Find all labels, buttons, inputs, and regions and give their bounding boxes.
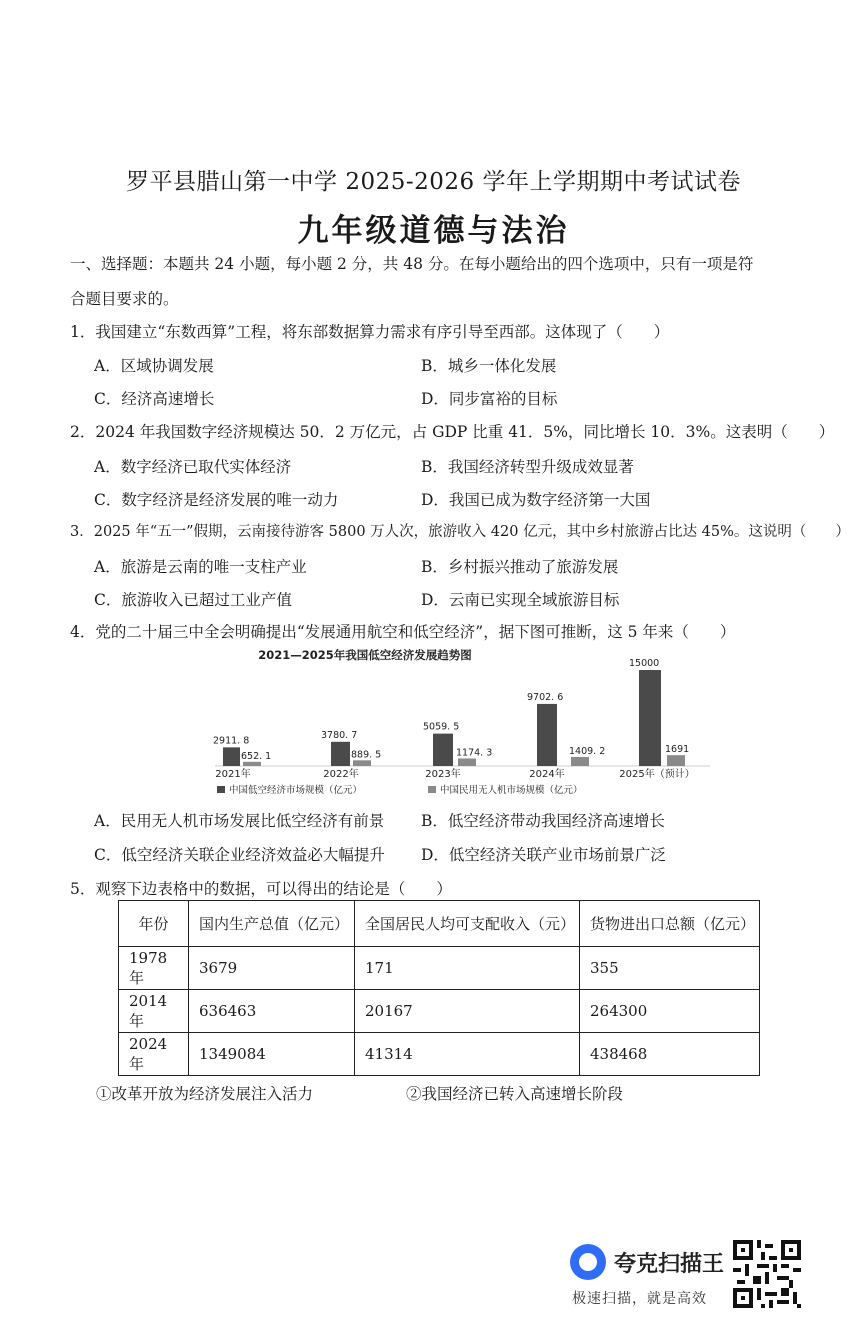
- statement-2: ②我国经济已转入高速增长阶段: [406, 1085, 624, 1103]
- chart-bar-drone-4: [571, 757, 589, 766]
- scanner-slogan: 极速扫描，就是高效: [572, 1291, 707, 1307]
- chart-category-label: 2022年: [323, 769, 359, 780]
- question-1-stem: 1．我国建立“东数西算”工程，将东部数据算力需求有序引导至西部。这体现了（ ）: [70, 323, 670, 341]
- question-5-stem: 5．观察下边表格中的数据，可以得出的结论是（ ）: [70, 880, 452, 898]
- section-instructions-line2: 合题目要求的。: [70, 290, 179, 308]
- question-4-option-a: A．民用无人机市场发展比低空经济有前景: [94, 812, 385, 830]
- question-4-stem: 4．党的二十届三中全会明确提出“发展通用航空和低空经济”，据下图可推断，这 5 年来（ ）: [70, 623, 736, 641]
- chart-data-label: 9702. 6: [527, 691, 564, 703]
- table-cell: 2014 年: [119, 990, 189, 1033]
- school-exam-title: 罗平县腊山第一中学 2025-2026 学年上学期期中考试试卷: [126, 169, 741, 195]
- table-row: [119, 947, 760, 990]
- table-cell: 264300: [580, 990, 760, 1033]
- chart-bar-drone-2: [353, 760, 371, 766]
- table-cell: 171: [355, 947, 580, 990]
- question-1-option-a: A．区域协调发展: [94, 357, 214, 375]
- chart-bar-low-altitude-4: [537, 704, 557, 766]
- chart-bar-drone-5: [667, 755, 685, 766]
- question-2-stem: 2．2024 年我国数字经济规模达 50．2 万亿元，占 GDP 比重 41．5%，同比增长 10．3%。这表明（ ）: [70, 423, 835, 441]
- low-altitude-economy-chart: [205, 642, 725, 802]
- chart-bar-low-altitude-3: [433, 734, 453, 766]
- chart-bar-low-altitude-5: [639, 670, 661, 766]
- question-2-option-b: B．我国经济转型升级成效显著: [421, 458, 634, 476]
- economic-data-table: [118, 900, 760, 1076]
- legend-label-drone: 中国民用无人机市场规模（亿元）: [440, 785, 583, 796]
- chart-category-label: 2024年: [529, 769, 565, 780]
- chart-data-label: 1409. 2: [569, 745, 606, 757]
- table-header-cell: 国内生产总值（亿元）: [189, 901, 355, 947]
- chart-data-label: 1174. 3: [456, 747, 493, 759]
- chart-category-label: 2023年: [425, 769, 461, 780]
- question-1-option-d: D．同步富裕的目标: [421, 390, 558, 408]
- table-header-row: [119, 901, 760, 947]
- chart-bar-drone-3: [458, 758, 476, 766]
- question-2-option-a: A．数字经济已取代实体经济: [94, 458, 292, 476]
- table-row: [119, 990, 760, 1033]
- chart-data-label: 889. 5: [351, 749, 382, 761]
- question-4-option-d: D．低空经济关联产业市场前景广泛: [421, 846, 666, 864]
- table-cell: 41314: [355, 1033, 580, 1076]
- scanner-logo-icon: [570, 1244, 606, 1280]
- question-4-option-c: C．低空经济关联企业经济效益必大幅提升: [94, 846, 385, 864]
- question-3-stem: 3．2025 年“五一”假期，云南接待游客 5800 万人次，旅游收入 420 亿元，其中乡村旅游占比达 45%。这说明（ ）: [70, 524, 850, 540]
- chart-bar-low-altitude-1: [223, 747, 240, 766]
- scanner-app-logo: [570, 1244, 724, 1280]
- chart-data-label: 3780. 7: [321, 729, 358, 741]
- question-3-option-a: A．旅游是云南的唯一支柱产业: [94, 558, 307, 576]
- legend-swatch-low-altitude: [217, 786, 225, 793]
- table-cell: 20167: [355, 990, 580, 1033]
- chart-data-label: 652. 1: [241, 750, 272, 762]
- qr-code-icon: [733, 1240, 801, 1308]
- question-2-option-c: C．数字经济是经济发展的唯一动力: [94, 491, 339, 509]
- chart-bar-drone-1: [243, 762, 261, 766]
- question-3-option-c: C．旅游收入已超过工业产值: [94, 591, 292, 609]
- chart-category-label: 2021年: [215, 769, 251, 780]
- legend-label-low-altitude: 中国低空经济市场规模（亿元）: [229, 785, 363, 796]
- table-cell: 3679: [189, 947, 355, 990]
- table-row: [119, 1033, 760, 1076]
- table-cell: 1349084: [189, 1033, 355, 1076]
- section-instructions-line1: 一、选择题：本题共 24 小题，每小题 2 分，共 48 分。在每小题给出的四个选项中，只有一项是符: [70, 255, 754, 273]
- chart-data-label: 5059. 5: [423, 721, 460, 733]
- table-header-cell: 货物进出口总额（亿元）: [580, 901, 760, 947]
- table-header-cell: 年份: [119, 901, 189, 947]
- subject-title: 九年级道德与法治: [297, 213, 570, 249]
- table-cell: 438468: [580, 1033, 760, 1076]
- table-cell: 355: [580, 947, 760, 990]
- table-header-cell: 全国居民人均可支配收入（元）: [355, 901, 580, 947]
- question-4-option-b: B．低空经济带动我国经济高速增长: [421, 812, 665, 830]
- question-3-option-d: D．云南已实现全域旅游目标: [421, 591, 620, 609]
- scanner-brand-name: 夸克扫描王: [614, 1251, 725, 1277]
- statement-1: ①改革开放为经济发展注入活力: [96, 1085, 314, 1103]
- chart-bar-low-altitude-2: [331, 742, 350, 766]
- question-2-option-d: D．我国已成为数字经济第一大国: [421, 491, 651, 509]
- chart-title: 2021—2025年我国低空经济发展趋势图: [258, 648, 472, 662]
- table-cell: 1978 年: [119, 947, 189, 990]
- table-cell: 636463: [189, 990, 355, 1033]
- question-1-option-c: C．经济高速增长: [94, 390, 215, 408]
- legend-swatch-drone: [428, 786, 436, 793]
- chart-category-label: 2025年（预计）: [619, 769, 695, 780]
- question-1-option-b: B．城乡一体化发展: [421, 357, 557, 375]
- chart-data-label: 15000: [629, 658, 660, 669]
- chart-data-label: 1691: [665, 744, 690, 756]
- table-cell: 2024 年: [119, 1033, 189, 1076]
- chart-data-label: 2911. 8: [213, 735, 250, 747]
- question-3-option-b: B．乡村振兴推动了旅游发展: [421, 558, 619, 576]
